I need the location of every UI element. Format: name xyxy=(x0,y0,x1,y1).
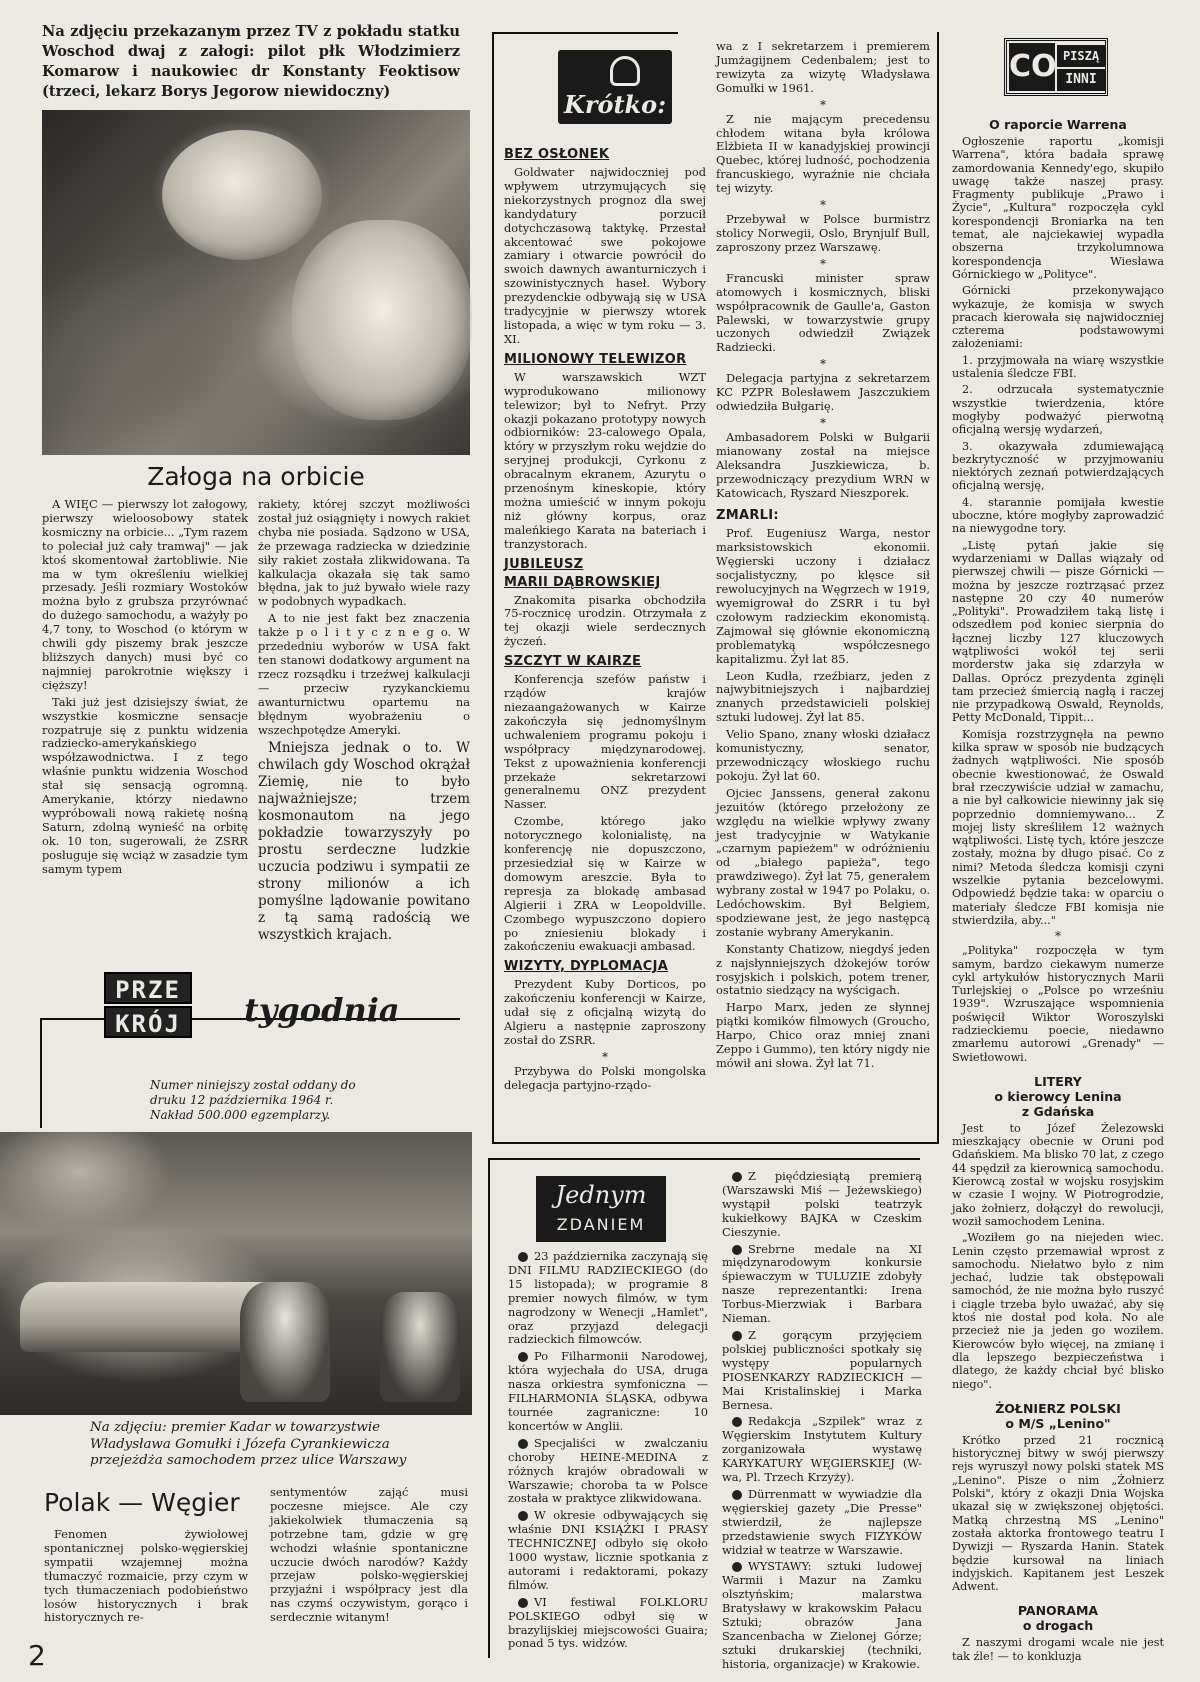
page-number: 2 xyxy=(28,1639,46,1672)
bullet-icon xyxy=(518,1352,528,1362)
star-separator: * xyxy=(602,1049,608,1064)
section-head-zmarli: ZMARLI: xyxy=(716,508,779,524)
jednym-item: Specjaliści w zwalczaniu choroby HEINE-MEDINA z różnych krajów obradowali w Warszawie; choroba ta w Polsce została w praktyce zlikwidowana. xyxy=(508,1435,708,1506)
krotko-paragraph: Z nie mającym precedensu chłodem witana była królowa Elżbieta II w kanadyjskiej prowincji Quebec, której ludność, pochodzenia francuskiego, wyraźnie nie chciała tej wizyty. xyxy=(716,111,930,196)
krotko-paragraph: W warszawskich WZT wyprodukowano milionowy telewizor; był to Nefryt. Przy okazji pokazano prototypy nowych odbiorników: 23-calowego Opala, który w przyszłym roku wejdzie do seryjnej produkcji, Cyrkonu z obracalnym ekranem, Azurytu o przenośnym kineskopie, który można umieścić w innym pokoju niż główny korpus, oraz maleńkiego Karata na bateriach i tranzystorach. xyxy=(504,369,706,551)
polak-paragraph: Fenomen żywiołowej spontanicznej polsko-węgierskiej sympatii wzajemnej można tłumaczyć rozmaicie, przy czym w tych tłumaczeniach podobieństwo losów historycznych i brak historycznych re- xyxy=(44,1527,248,1625)
jednym-item: Z gorącym przyjęciem polskiej publiczności spotkały się występy popularnych PIOSENKARZY RADZIECKICH — Mai Kristalinskiej i Marka Bernesa. xyxy=(722,1327,922,1412)
jednym-item: Srebrne medale na XI międzynarodowym konkursie śpiewaczym w TULUZIE zdobyły nasze reprezentantki: Irena Torbus-Mierzwiak i Barbara Nieman. xyxy=(722,1241,922,1326)
jednym-item: Z pięćdziesiątą premierą (Warszawski Miś — Jeżewskiego) wystąpił polski teatrzyk kukiełkowy BAJKA w Czeskim Cieszynie. xyxy=(722,1169,922,1239)
warren-heading: O raporcie Warrena xyxy=(989,117,1127,132)
zaloga-column-1 xyxy=(42,498,248,953)
zolnierz-paragraph: Krótko przed 21 rocznicą historycznej bitwy w swój pierwszy rejs wyruszył nowy polski statek MS „Lenino". Pisze o nim „Żołnierz Polski", który z okazji Dnia Wojska ukazał się w zwiększonej objętości. Matką chrzestną MS „Lenino" została aktorka frontowego teatru I Dywizji — Ryszarda Hanin. Statek będzie kursował na liniach indyjskich. Kapitanem jest Leszek Adwent. xyxy=(952,1433,1164,1594)
masthead-frame-left xyxy=(40,1018,42,1128)
warren-paragraph: 3. okazywała zdumiewającą bezkrytyczność w przyjmowaniu niektórych zeznań potwierdzających oficjalną wersję, xyxy=(952,439,1164,493)
tygodnia-script: tygodnia xyxy=(244,991,400,1029)
jednym-column-b xyxy=(722,1169,922,1671)
zmarli-paragraph: Harpo Marx, jeden ze słynnej piątki komików filmowych (Groucho, Harpo, Chico oraz mniej znani Zeppo i Gummo), ten który nigdy nie mówił ani słowa. Żył lat 71. xyxy=(716,1000,930,1070)
cosmonaut-face-left xyxy=(162,130,322,260)
print-note: Numer niniejszy został oddany do druku 12 października 1964 r. Nakład 500.000 egzemplarzy. xyxy=(150,1078,356,1122)
bullet-icon xyxy=(518,1511,528,1521)
zmarli-paragraph: Konstanty Chatizow, niegdyś jeden z najsłynniejszych dżokejów torów rosyjskich i polskich, potem trener, ostatnio siedzący na wyścigach. xyxy=(716,941,930,998)
jednym-frame-left xyxy=(488,1158,490,1658)
warren-paragraph: Ogłoszenie raportu „komisji Warrena", która badała sprawę zamordowania Kennedy'ego, skupiło uwagę także naszej prasy. Fragmenty publikuje „Prawo i Życie", „Kultura" rozpoczęła cykl korespondencji Broniarka na ten temat, ale najciekawiej wypadła obszerna trzykolumnowa korespondencja Wiesława Górnickiego w „Polityce". xyxy=(952,135,1164,281)
jednym-item: Dürrenmatt w wywiadzie dla węgierskiej gazety „Die Presse" stwierdził, że najlepsze przedstawienie swych FIZYKÓW widział w teatrze w Warszawie. xyxy=(722,1486,922,1557)
section-head-marii-dabrowskiej: MARII DĄBROWSKIEJ xyxy=(504,574,661,590)
bullet-icon xyxy=(732,1417,742,1427)
krotko-paragraph: Francuski minister spraw atomowych i kosmicznych, bliski współpracownik de Gaulle'a, Gaston Palewski, w towarzystwie grupy uczonych odwiedził Związek Radziecki. xyxy=(716,270,930,355)
zaloga-paragraph: rakiety, której szczyt możliwości został już osiągnięty i nowych rakiet chyba nie posiada. Sądzono w USA, że przewaga radziecka w dziedzinie siły rakiet została zlikwidowana. Ta kalkulacja okazała się tak samo błędna, jak to już bywało wiele razy w podobnych wypadkach. xyxy=(258,497,470,609)
polak-column-1 xyxy=(44,1528,248,1634)
zmarli-paragraph: Ojciec Janssens, generał zakonu jezuitów (którego przełożony ze względu na wielkie wpływy zwany jest tradycyjnie w Watykanie „czarnym papieżem" w odróżnieniu od „białego papieża", tego prawdziwego). Żył lat 75, generałem wybrany został w 1947 po Polaku, o. Ledóchowskim. Był Belgiem, spodziewane jest, że jego następcą zostanie wybrany Amerykanin. xyxy=(716,785,930,939)
litery-heading: LITERY xyxy=(1034,1073,1082,1089)
zaloga-title: Załoga na orbicie xyxy=(147,462,365,491)
krotko-column-a xyxy=(504,142,706,1136)
warren-paragraph: Górnicki przekonywająco wykazuje, że komisja w swych pracach kierowała się najwidoczniej czterema podstawowymi założeniami: xyxy=(952,284,1164,351)
krotko-paragraph: wa z I sekretarzem i premierem Jumżagijnem Cedenbalem; jest to rewizyta za wizytę Władysława Gomułki w 1961. xyxy=(716,39,930,95)
polak-column-2 xyxy=(270,1486,468,1634)
zaloga-paragraph: Mniejsza jednak o to. W chwilach gdy Woschod okrążał Ziemię, nie to było najważniejsze; trzem kosmonautom na jego pokładzie towarzyszyły po prostu serdeczne ludzkie uczucia podziwu i sympatii ze strony milionów a ich pomyślne lądowanie powitano z tą samą radością we wszystkich krajach. xyxy=(258,740,470,944)
jednym-item: 23 października zaczynają się DNI FILMU RADZIECKIEGO (do 15 listopada); w programie 8 premier nowych filmów, w tym nagrodzony w Wenecji „Hamlet", oraz przyjazd delegacji radzieckich filmowców. xyxy=(508,1249,708,1347)
co-logo-text: CO xyxy=(1009,43,1055,91)
krotko-paragraph: Goldwater najwidoczniej pod wpływem utrzymujących się niekorzystnych prognoz dla swej kandydatury porzucił dotychczasową taktykę. Przestał akcentować swe pokojowe zamiary i otwarcie powrócił do swoich dawnych awanturniczych i szowinistycznych haseł. Wybory prezydenckie odbywają się w USA tradycyjnie w pierwszy wtorek listopada, a więc w tym roku — 3. XI. xyxy=(504,165,706,346)
litery-paragraph: Jest to Józef Żelezowski mieszkający obecnie w Oruni pod Gdańskiem. Ma blisko 70 lat, z czego 44 spędził za kierownicą samochodu. Kierowcą został w wojsku rosyjskim w czasie I wojny. W Piotrogrodzie, jako żołnierz, dołączył do rewolucji, woził samochodem Lenina. xyxy=(952,1121,1164,1228)
star-separator: * xyxy=(820,357,826,372)
krotko-frame-left xyxy=(492,32,494,1144)
warren-paragraph: „Polityka" rozpoczęła w tym samym, bardzo ciekawym numerze cykl artykułów historycznych Marii Turlejskiej o „Polsce po wrześniu 1939". Wzruszające wspomnienia poświęcił Wiktor Woroszylski radzieckiemu poecie, niedawno zmarłemu autorowi „Grenady" — Swietłowowi. xyxy=(952,944,1164,1064)
star-separator: * xyxy=(820,415,826,430)
bullet-icon xyxy=(732,1245,742,1255)
krotko-paragraph: Prezydent Kuby Dorticos, po zakończeniu konferencji w Kairze, udał się z oficjalną wizytą do Algieru a następnie zaproszony został do ZSRR. xyxy=(504,977,706,1047)
krotko-bell-icon xyxy=(610,56,640,86)
jednym-item: VI festiwal FOLKLORU POLSKIEGO odbył się w brazylijskiej miejscowości Guaira; ponad 5 tys. widzów. xyxy=(508,1594,708,1651)
zmarli-paragraph: Leon Kudła, rzeźbiarz, jeden z najwybitniejszych i najbardziej znanych przedstawicieli polskiej sztuki ludowej. Żył lat 85. xyxy=(716,668,930,725)
bullet-icon xyxy=(518,1252,528,1262)
zolnierz-subheading: o M/S „Lenino" xyxy=(1005,1415,1111,1431)
star-separator: * xyxy=(820,97,826,112)
co-pisza-inni-logo xyxy=(1004,38,1108,96)
section-head-wizyty-dyplomacja: WIZYTY, DYPLOMACJA xyxy=(504,959,669,975)
jednym-logo-bottom: ZDANIEM xyxy=(556,1215,646,1234)
panorama-heading: PANORAMA xyxy=(1017,1603,1099,1619)
inni-logo-text: INNI xyxy=(1057,69,1105,91)
przekroj-logo-bottom: KRÓJ xyxy=(104,1006,192,1038)
przekroj-logo-top: PRZE xyxy=(104,972,192,1004)
star-separator: * xyxy=(1055,929,1061,944)
bullet-icon xyxy=(732,1562,742,1572)
bullet-icon xyxy=(518,1439,528,1449)
jednym-item: Po Filharmonii Narodowej, która wyjechała do USA, druga nasza orkiestra symfoniczna — FILHARMONIA ŚLĄSKA, odbywa tournée zagraniczne: 10 koncertów w Anglii. xyxy=(508,1349,708,1433)
krotko-paragraph: Konferencja szefów państw i rządów krajów niezaangażowanych w Kairze zakończyła się jednomyślnym uchwaleniem programu pokoju i współpracy międzynarodowej. Tekst z upoważnienia konferencji przekaże sekretarzowi generalnemu ONZ prezydent Nasser. xyxy=(504,672,706,812)
zaloga-paragraph: A to nie jest fakt bez znaczenia także p o l i t y c z n e g o. W przededniu wyborów w USA fakt ten stanowi dodatkowy argument na rzecz rozsądku i trzeźwej kalkulacji — przeciw ryzykanckiemu awanturnictwu opartemu na błędnym wyobrażeniu o wszechpotędze Ameryki. xyxy=(258,611,470,737)
jednym-zdaniem-logo xyxy=(536,1176,666,1242)
panorama-paragraph: Z naszymi drogami wcale nie jest tak źle! — to konkluzja xyxy=(952,1636,1164,1663)
cosmonaut-face-right xyxy=(292,220,472,420)
star-separator: * xyxy=(820,256,826,271)
bullet-icon xyxy=(732,1331,742,1341)
jednym-logo-top: Jednym xyxy=(555,1181,647,1209)
krotko-logo xyxy=(558,50,672,124)
bullet-icon xyxy=(732,1490,742,1500)
polak-paragraph: sentymentów zająć musi poczesne miejsce. Ale czy jakiekolwiek tłumaczenia są potrzebne tam, gdzie w grę wchodzi właśnie spontaniczne uczucie dwóch narodów? Każdy przejaw polsko-węgierskiej przyjaźni i współpracy jest dla nas czymś oczywistym, gorąco i serdecznie witanym! xyxy=(270,1485,468,1625)
jednym-item: WYSTAWY: sztuki ludowej Warmii i Mazur na Zamku olsztyńskim; malarstwa Bratysławy w krakowskim Pałacu Sztuki; obrazów Jana Szancenbacha w Zielonej Górze; sztuki drukarskiej (techniki, historia, organizacje) w Krakowie. xyxy=(722,1559,922,1671)
jednym-frame-top xyxy=(488,1158,920,1160)
jednym-item: Redakcja „Szpilek" wraz z Węgierskim Instytutem Kultury zorganizowała wystawę KARYKATURY WĘGIERSKIEJ (W-wa, Pl. Trzech Krzyży). xyxy=(722,1414,922,1485)
bullet-icon xyxy=(518,1598,528,1608)
motorcycle-right xyxy=(380,1292,460,1402)
litery-subheading-2: z Gdańska xyxy=(1021,1103,1095,1119)
polak-wegier-title: Polak — Węgier xyxy=(44,1488,240,1517)
co-pisza-inni-column xyxy=(952,110,1164,1678)
section-head-bez-oslonek: BEZ OSŁONEK xyxy=(504,147,610,162)
pisza-logo-text: PISZĄ xyxy=(1057,45,1105,67)
zolnierz-heading: ŻOŁNIERZ POLSKI xyxy=(995,1400,1121,1416)
zaloga-paragraph: A WIĘC — pierwszy lot załogowy, pierwszy wieloosobowy statek kosmiczny na orbicie... „Tym razem to poleciał już cały tramwaj" — jak ktoś skomentował żartobliwie. Nie ma w tym określeniu wielkiej przesady. Jeśli rozmiary Wostoków można było z grubsza przyrównać do dużego samochodu, a ważyły po 4,7 tony, to Woschod (o którym w chwili gdy piszemy brak jeszcze bliższych danych) musi być co najmniej parokrotnie większy i cięższy! xyxy=(42,497,248,692)
motorcycle-left xyxy=(240,1282,330,1402)
krotko-paragraph: Znakomita pisarka obchodziła 75-rocznicę urodzin. Otrzymała z tej okazji wiele serdecznych życzeń. xyxy=(504,592,706,649)
panorama-subheading: o drogach xyxy=(1022,1618,1094,1634)
bullet-icon xyxy=(732,1172,742,1182)
motorcade-caption: Na zdjęciu: premier Kadar w towarzystwie Władysława Gomułki i Józefa Cyrankiewicza przejeżdża samochodem przez ulice Warszawy xyxy=(90,1420,450,1484)
cosmonauts-photo xyxy=(42,110,470,455)
krotko-frame-right xyxy=(937,32,939,1144)
section-head-milionowy-telewizor: MILIONOWY TELEWIZOR xyxy=(504,351,687,367)
przekroj-logo xyxy=(104,972,194,1042)
krotko-frame-top xyxy=(492,32,678,34)
litery-subheading: o kierowcy Lenina xyxy=(994,1088,1122,1104)
warren-paragraph: 1. przyjmowała na wiarę wszystkie ustalenia śledcze FBI. xyxy=(952,353,1164,381)
warren-paragraph: 2. odrzucała systematycznie wszystkie twierdzenia, które mogłyby podważyć pierwotną oficjalną wersję wydarzeń, xyxy=(952,383,1164,437)
star-separator: * xyxy=(820,198,826,213)
zaloga-column-2 xyxy=(258,498,470,953)
zmarli-paragraph: Velio Spano, znany włoski działacz komunistyczny, senator, przewodniczący włoskiego ruchu pokoju. Żył lat 60. xyxy=(716,727,930,783)
section-head-szczyt-w-kairze: SZCZYT W KAIRZE xyxy=(504,654,642,670)
krotko-paragraph: Przybywa do Polski mongolska delegacja partyjno-rządo- xyxy=(504,1063,706,1092)
motorcade-photo xyxy=(0,1132,472,1415)
jednym-item: W okresie odbywających się właśnie DNI KSIĄŻKI I PRASY TECHNICZNEJ odbyło się około 1000 wystaw, licznie spotkania z autorami i redaktorami, pokazy filmów. xyxy=(508,1508,708,1592)
krotko-paragraph: Ambasadorem Polski w Bułgarii mianowany został na miejsce Aleksandra Juszkiewicza, b. przewodniczący prezydium WRN w Katowicach, Ryszard Nieszporek. xyxy=(716,429,930,500)
warren-paragraph: Komisja rozstrzygnęła na pewno kilka spraw w sposób nie budzących żadnych wątpliwości. Nie sposób obecnie kwestionować, że Oswald brał rzeczywiście udział w zamachu, a nie był całkowicie niewinny jak się poprzednio domniemywano... Z mojej listy skreśliłem 12 ważnych wątpliwości. Listę tych, które jeszcze zostały, można by długo pisać. Co z nimi? Metoda śledcza komisji czyni wszelkie pytania bezcelowymi. Odpowiedź będzie taka: w oparciu o materiały śledcze FBI komisja nie stwierdziła, aby..." xyxy=(952,727,1164,927)
krotko-logo-text: Krótko: xyxy=(563,90,667,119)
krotko-paragraph: Delegacja partyjna z sekretarzem KC PZPR Bolesławem Jaszczukiem odwiedziła Bułgarię. xyxy=(716,371,930,414)
warren-paragraph: 4. starannie pomijała kwestie uboczne, które mogłyby zaprowadzić na niewygodne tory. xyxy=(952,495,1164,536)
litery-paragraph: „Woziłem go na niejeden wiec. Lenin często przemawiał wprost z samochodu. Niełatwo było z nim jechać, ludzie tak obstępowali samochód, że nie można było ruszyć i ciągle trzeba było uważać, aby się ktoś nie dostał pod koła. No ale przecież nie ja jeden go woziłem. Kierowców było więcej, na zmianę i dla lepszego bezpieczeństwa i dlatego, że każdy chciał być blisko niego". xyxy=(952,1231,1164,1391)
krotko-column-b xyxy=(716,40,930,1136)
zaloga-paragraph: Taki już jest dzisiejszy świat, że wszystkie kosmiczne sensacje rozpatruje się z punktu widzenia radziecko-amerykańskiego współzawodnictwa. I z tego właśnie punktu widzenia Woschod stał się sensacją ogromną. Amerykanie, którzy niedawno wypróbowali nową rakietę nośną Saturn, zdolną wynieść na orbitę ok. 10 ton, sugerowali, że ZSRR posługuje się wciąż w zasadzie tym samym typem xyxy=(42,694,248,876)
section-head-jubileusz: JUBILEUSZ xyxy=(504,556,584,572)
top-photo-caption: Na zdjęciu przekazanym przez TV z pokładu statku Woschod dwaj z załogi: pilot płk Włodzimierz Komarow i naukowiec dr Konstanty Feoktisow (trzeci, lekarz Borys Jegorow niewidoczny) xyxy=(42,23,460,100)
krotko-frame-bottom xyxy=(492,1142,939,1144)
krotko-paragraph: Przebywał w Polsce burmistrz stolicy Norwegii, Oslo, Brynjulf Bull, zaproszony przez Warszawę. xyxy=(716,212,930,254)
zmarli-paragraph: Prof. Eugeniusz Warga, nestor marksistowskich ekonomii. Węgierski uczony i działacz socjalistyczny, po klęsce sił rewolucyjnych na Węgrzech w 1919, wyemigrował do ZSRR i tu był czołowym radzieckim ekonomistą. Zajmował się głównie ekonomiczną problematyką współczesnego kapitalizmu. Żył lat 85. xyxy=(716,526,930,666)
jednym-column-a xyxy=(508,1250,708,1650)
krotko-paragraph: Czombe, którego jako notorycznego kolonialistę, na konferencję nie dopuszczono, przesiedział się w Kairze w domowym areszcie. Była to represja za blokadę ambasad Algierii i ZRA w Leopoldville. Czombego wypuszczono dopiero po zniesieniu blokady i zakończeniu ewakuacji ambasad. xyxy=(504,814,706,954)
warren-paragraph: „Listę pytań jakie się wydarzeniami w Dallas wiązały od pierwszej chwili — pisze Górnicki — można by jeszcze roztrząsać przez następne 20 czy 40 numerów „Polityki". Prowadziłem taką listę i odszedłem pod koniec sierpnia do łącznej liczby 127 kluczowych wątpliwości wokół tej serii morderstw jaka się zdarzyła w Dallas. Oprócz prezydenta zginęli tam przecież śmiercią nagłą i raczej nie przypadkową Oswald, Reynolds, Petty McDonald, Tippit... xyxy=(952,538,1164,725)
